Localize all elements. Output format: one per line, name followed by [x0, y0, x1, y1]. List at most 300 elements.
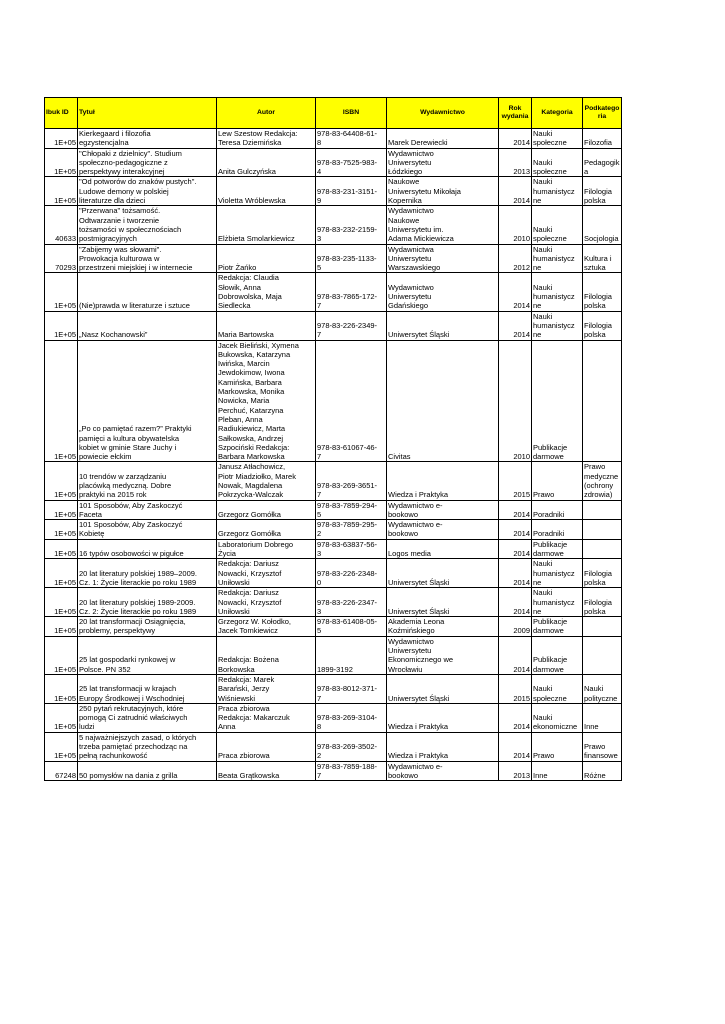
table-row — [45, 703, 622, 732]
cell-title-line: Odtwarzanie i tworzenie — [79, 215, 160, 225]
cell-category-line: Nauki — [533, 282, 553, 292]
cell-author — [217, 148, 316, 177]
cell-isbn-line: 978-83-231-3151- — [317, 186, 378, 196]
cell-subcategory-line: Filologia — [584, 320, 612, 330]
cell-title-line: "Od potworów do znaków pustych". — [79, 177, 197, 187]
cell-publisher-line: Gdańskiego — [388, 301, 429, 311]
table-header-row — [45, 98, 622, 129]
cell-category-line: społeczne — [533, 167, 567, 177]
column-header-category: Kategoria — [532, 98, 583, 129]
cell-publisher — [387, 520, 499, 540]
cell-category-line: Publikacje — [533, 617, 568, 627]
cell-publisher-line: Uniwersytet Śląski — [388, 606, 450, 616]
cell-isbn-line: 2 — [317, 529, 322, 539]
cell-year: 2010 — [499, 340, 532, 462]
cell-subcategory-line: Filologia — [584, 568, 612, 578]
cell-category — [532, 539, 583, 559]
cell-isbn — [316, 588, 387, 617]
cell-isbn — [316, 636, 387, 674]
cell-year: 2012 — [499, 244, 532, 273]
cell-category-line: Nauki — [533, 177, 553, 187]
table-body — [45, 129, 622, 781]
cell-category — [532, 703, 583, 732]
cell-publisher — [387, 732, 499, 761]
cell-title-line: 20 lat literatury polskiej 1989–2009. — [79, 568, 197, 578]
cell-isbn-line: 5 — [317, 626, 322, 636]
cell-publisher-line: Wydawnictwo e- — [388, 500, 443, 510]
cell-title-line: 50 pomysłów na dania z grilla — [79, 770, 178, 780]
cell-category — [532, 340, 583, 462]
cell-publisher-line: Warszawskiego — [388, 263, 441, 273]
cell-subcategory-line: polska — [584, 301, 606, 311]
cell-title-line: Kobietę — [79, 529, 105, 539]
cell-author-line: Redakcja: Bożena — [218, 655, 279, 665]
cell-category-line: społeczne — [533, 234, 567, 244]
cell-category — [532, 148, 583, 177]
table-row — [45, 129, 622, 149]
cell-isbn-line: 978-83-269-3502- — [317, 742, 378, 751]
table-row — [45, 559, 622, 588]
cell-author-line: Anna — [218, 722, 236, 732]
cell-subcategory-line: Inne — [584, 722, 599, 732]
cell-title — [78, 636, 217, 674]
cell-publisher-line: bookowo — [388, 770, 419, 780]
cell-title-line: „Po co pamiętać razem?” Praktyki — [79, 424, 192, 434]
cell-title-line: praktyki na 2015 rok — [79, 490, 147, 500]
cell-author-line: Iwińska, Marcin — [218, 359, 270, 369]
cell-title-line: Cz. 2: Życie literackie po roku 1989 — [79, 606, 197, 616]
cell-publisher — [387, 244, 499, 273]
cell-author-line: Kamińska, Barbara — [218, 377, 282, 387]
cell-isbn — [316, 129, 387, 149]
cell-isbn-line: 1899-3192 — [317, 664, 353, 674]
cell-isbn-line: 978-83-7865-172- — [317, 292, 378, 302]
cell-title-line: społeczno-pedagogiczne z — [79, 157, 168, 167]
cell-isbn-line: 7 — [317, 452, 322, 462]
cell-author-line: Wiśniewski — [218, 693, 256, 703]
cell-subcategory — [583, 636, 622, 674]
cell-title-line: przestrzeni miejskiej i w internecie — [79, 263, 193, 273]
cell-ibuk-id: 1E+05 — [45, 520, 78, 540]
cell-title-line: perspektywy interakcyjnej — [79, 167, 165, 177]
cell-ibuk-id: 40633 — [45, 206, 78, 244]
cell-title — [78, 148, 217, 177]
cell-subcategory-line: zdrowia) — [584, 490, 613, 500]
cell-ibuk-id: 1E+05 — [45, 273, 78, 311]
cell-author-line: Redakcja: Dariusz — [218, 559, 279, 569]
cell-category-line: Prawo — [533, 751, 555, 761]
cell-year: 2014 — [499, 500, 532, 520]
cell-author-line: Barański, Jerzy — [218, 684, 270, 694]
column-header-publisher: Wydawnictwo — [387, 98, 499, 129]
cell-subcategory — [583, 520, 622, 540]
cell-subcategory-line: polska — [584, 577, 606, 587]
cell-author-line: Szpociński Redakcja: — [218, 442, 290, 452]
cell-subcategory — [583, 617, 622, 637]
cell-subcategory-line: sztuka — [584, 263, 606, 273]
cell-publisher-line: Uniwersytet Śląski — [388, 577, 450, 587]
cell-publisher-line: bookowo — [388, 509, 419, 519]
column-header-subcategory: Podkategoria — [583, 98, 622, 129]
cell-category-line: Publikacje — [533, 655, 568, 665]
cell-title — [78, 539, 217, 559]
column-header-ibuk-id: Ibuk ID — [45, 98, 78, 129]
cell-author-line: Grzegorz Gomółka — [218, 509, 281, 519]
cell-year: 2013 — [499, 148, 532, 177]
table-row — [45, 636, 622, 674]
cell-publisher-line: Kopernika — [388, 196, 422, 206]
cell-ibuk-id: 1E+05 — [45, 588, 78, 617]
cell-author-line: Praca zbiorowa — [218, 703, 270, 713]
cell-author-line: Lew Szestow Redakcja: — [218, 129, 298, 138]
cell-ibuk-id: 67248 — [45, 761, 78, 781]
cell-author-line: Nowacki, Krzysztof — [218, 597, 282, 607]
cell-year: 2014 — [499, 311, 532, 340]
cell-publisher-line: Uniwersytetu Mikołaja — [388, 186, 461, 196]
cell-publisher-line: Uniwersytet Śląski — [388, 693, 450, 703]
cell-author-line: Piotr Miadziołko, Marek — [218, 471, 296, 481]
cell-publisher-line: Wydawnictwo — [388, 282, 434, 292]
cell-isbn — [316, 177, 387, 206]
cell-author — [217, 129, 316, 149]
cell-title — [78, 311, 217, 340]
cell-ibuk-id: 1E+05 — [45, 636, 78, 674]
cell-title-line: postmigracyjnych — [79, 234, 137, 244]
cell-category — [532, 636, 583, 674]
cell-publisher-line: Koźmińskiego — [388, 626, 435, 636]
cell-title-line: 16 typów osobowości w pigułce — [79, 549, 184, 559]
cell-subcategory — [583, 206, 622, 244]
cell-year: 2014 — [499, 520, 532, 540]
cell-isbn-line: 7 — [317, 490, 322, 500]
cell-publisher-line: Wiedza i Praktyka — [388, 490, 449, 500]
cell-category-line: darmowe — [533, 452, 564, 462]
cell-category-line: Nauki — [533, 559, 553, 569]
cell-ibuk-id: 1E+05 — [45, 539, 78, 559]
cell-author-line: Jacek Tomkiewicz — [218, 626, 278, 636]
cell-title-line: 101 Sposobów, Aby Zaskoczyć — [79, 520, 183, 530]
cell-category-line: humanistycz — [533, 253, 575, 263]
cell-category-line: Nauki — [533, 713, 553, 723]
table-row — [45, 520, 622, 540]
cell-title-line: "Przerwana" tożsamość. — [79, 206, 161, 216]
cell-category — [532, 462, 583, 500]
cell-isbn-line: 7 — [317, 770, 322, 780]
cell-publisher — [387, 462, 499, 500]
cell-publisher — [387, 177, 499, 206]
cell-subcategory — [583, 539, 622, 559]
cell-subcategory-line: (ochrony — [584, 480, 614, 490]
cell-subcategory-line: Socjologia — [584, 234, 619, 244]
table-row — [45, 539, 622, 559]
cell-author — [217, 206, 316, 244]
cell-category-line: Prawo — [533, 490, 555, 500]
cell-author-line: Sałkowska, Andrzej — [218, 433, 284, 443]
cell-title-line: tożsamości w społecznościach — [79, 224, 182, 234]
cell-category-line: Nauki — [533, 311, 553, 321]
cell-subcategory — [583, 559, 622, 588]
cell-category-line: humanistycz — [533, 320, 575, 330]
cell-author — [217, 177, 316, 206]
cell-isbn-line: 978-83-63837-56- — [317, 539, 378, 549]
cell-author-line: Markowska, Monika — [218, 387, 285, 397]
cell-title-line: Prowokacja kulturowa w — [79, 253, 160, 263]
cell-publisher-line: Wiedza i Praktyka — [388, 751, 449, 761]
cell-category-line: Nauki — [533, 129, 553, 138]
cell-subcategory — [583, 588, 622, 617]
cell-isbn — [316, 732, 387, 761]
cell-author-line: Laboratorium Dobrego — [218, 539, 294, 549]
cell-category-line: Nauki — [533, 244, 553, 254]
cell-publisher — [387, 273, 499, 311]
cell-publisher-line: Naukowe — [388, 215, 420, 225]
cell-title-line: pełną rachunkowość — [79, 751, 148, 761]
table-row — [45, 617, 622, 637]
cell-category-line: ne — [533, 577, 542, 587]
cell-publisher-line: Wiedza i Praktyka — [388, 722, 449, 732]
cell-publisher-line: Naukowe — [388, 177, 420, 187]
cell-title-line: Faceta — [79, 509, 102, 519]
cell-publisher-line: Uniwersytetu — [388, 292, 432, 302]
cell-author — [217, 500, 316, 520]
cell-publisher-line: Wydawnictwo — [388, 206, 434, 216]
cell-title-line: 25 lat transformacji w krajach — [79, 684, 177, 694]
cell-author-line: Uniłowski — [218, 606, 250, 616]
cell-publisher-line: Wydawnictwo e- — [388, 761, 443, 771]
cell-publisher — [387, 340, 499, 462]
cell-title-line: powiecie ełckim — [79, 452, 132, 462]
cell-publisher-line: Wydawnictwo — [388, 636, 434, 646]
cell-category-line: Poradniki — [533, 509, 565, 519]
cell-isbn-line: 3 — [317, 234, 322, 244]
cell-category-line: ne — [533, 330, 542, 340]
cell-subcategory — [583, 500, 622, 520]
cell-author-line: Uniłowski — [218, 577, 250, 587]
cell-isbn-line: 978-83-7859-188- — [317, 761, 378, 771]
cell-title-line: literaturze dla dzieci — [79, 196, 146, 206]
cell-author — [217, 732, 316, 761]
cell-title — [78, 273, 217, 311]
cell-title — [78, 761, 217, 781]
cell-category — [532, 588, 583, 617]
cell-subcategory — [583, 273, 622, 311]
cell-ibuk-id: 1E+05 — [45, 732, 78, 761]
cell-isbn-line: 978-83-64408-61- — [317, 129, 378, 138]
cell-year: 2014 — [499, 588, 532, 617]
cell-title-line: 250 pytań rekrutacyjnych, które — [79, 703, 184, 713]
cell-category-line: ne — [533, 606, 542, 616]
cell-isbn-line: 978-83-61067-46- — [317, 442, 378, 452]
cell-year: 2014 — [499, 177, 532, 206]
cell-author-line: Pleban, Anna — [218, 414, 263, 424]
cell-isbn-line: 7 — [317, 330, 322, 340]
column-header-year: Rok wydania — [499, 98, 532, 129]
table-row — [45, 244, 622, 273]
cell-isbn — [316, 761, 387, 781]
cell-title-line: 20 lat transformacji Osiągnięcia, — [79, 617, 186, 627]
cell-title-line: Europy Środkowej i Wschodniej — [79, 693, 185, 703]
cell-category-line: społeczne — [533, 693, 567, 703]
table-row — [45, 674, 622, 703]
cell-title — [78, 674, 217, 703]
cell-category-line: Nauki — [533, 684, 553, 694]
cell-isbn — [316, 273, 387, 311]
cell-subcategory-line: Różne — [584, 770, 606, 780]
cell-isbn — [316, 559, 387, 588]
cell-isbn-line: 978-83-232-2159- — [317, 224, 378, 234]
cell-category — [532, 311, 583, 340]
cell-author-line: Bukowska, Katarzyna — [218, 349, 291, 359]
cell-isbn — [316, 311, 387, 340]
cell-isbn-line: 3 — [317, 606, 322, 616]
cell-publisher-line: Wydawnictwo e- — [388, 520, 443, 530]
cell-author-line: Elżbieta Smolarkiewicz — [218, 234, 295, 244]
cell-author-line: Dobrowolska, Maja — [218, 292, 282, 302]
cell-category-line: Inne — [533, 770, 548, 780]
cell-category — [532, 732, 583, 761]
cell-author-line: Teresa Dziemińska — [218, 138, 282, 148]
cell-category-line: ne — [533, 263, 542, 273]
cell-publisher-line: Uniwersytetu — [388, 253, 432, 263]
cell-author — [217, 703, 316, 732]
cell-title-line: (Nie)prawda w literaturze i sztuce — [79, 301, 190, 311]
cell-isbn — [316, 148, 387, 177]
cell-publisher — [387, 148, 499, 177]
cell-isbn-line: 978-83-8012-371- — [317, 684, 378, 694]
cell-category — [532, 273, 583, 311]
cell-author — [217, 462, 316, 500]
cell-title-line: pamięci a kultura obywatelska — [79, 433, 180, 443]
cell-isbn — [316, 520, 387, 540]
cell-category — [532, 500, 583, 520]
cell-author — [217, 617, 316, 637]
cell-author — [217, 311, 316, 340]
cell-author-line: Redakcja: Dariusz — [218, 588, 279, 598]
cell-author-line: Beata Grątkowska — [218, 770, 280, 780]
cell-subcategory-line: Filologia — [584, 186, 612, 196]
table-row — [45, 732, 622, 761]
cell-subcategory-line: a — [584, 167, 589, 177]
cell-isbn-line: 978-83-269-3104- — [317, 713, 378, 723]
cell-author-line: Grzegorz W. Kołodko, — [218, 617, 291, 627]
cell-isbn — [316, 206, 387, 244]
cell-category-line: ne — [533, 301, 542, 311]
cell-subcategory — [583, 732, 622, 761]
cell-subcategory-line: Pedagogik — [584, 157, 620, 167]
cell-title — [78, 129, 217, 149]
books-table — [44, 97, 622, 781]
cell-isbn — [316, 539, 387, 559]
cell-title-line: Cz. 1: Życie literackie po roku 1989 — [79, 577, 197, 587]
cell-title-line: "Zabijemy was słowami". — [79, 244, 162, 254]
cell-category-line: humanistycz — [533, 568, 575, 578]
cell-isbn-line: 0 — [317, 577, 322, 587]
cell-isbn-line: 8 — [317, 138, 322, 148]
cell-publisher-line: Wydawnictwa — [388, 244, 434, 254]
cell-subcategory — [583, 462, 622, 500]
cell-subcategory-line: polska — [584, 196, 606, 206]
table-row — [45, 206, 622, 244]
cell-category-line: społeczne — [533, 138, 567, 148]
cell-year: 2010 — [499, 206, 532, 244]
cell-isbn-line: 2 — [317, 751, 322, 761]
cell-author — [217, 539, 316, 559]
table-row — [45, 588, 622, 617]
cell-isbn — [316, 703, 387, 732]
cell-title — [78, 462, 217, 500]
cell-ibuk-id: 1E+05 — [45, 177, 78, 206]
cell-title-line: 10 trendów w zarządzaniu — [79, 471, 167, 481]
cell-author-line: Perchuć, Katarzyna — [218, 405, 284, 415]
cell-author-line: Violetta Wróblewska — [218, 196, 286, 206]
table-row — [45, 273, 622, 311]
cell-ibuk-id: 1E+05 — [45, 559, 78, 588]
cell-publisher-line: Wrocławiu — [388, 664, 423, 674]
cell-year: 2014 — [499, 703, 532, 732]
cell-category-line: Publikacje — [533, 539, 568, 549]
cell-title — [78, 500, 217, 520]
cell-isbn-line: 7 — [317, 301, 322, 311]
cell-title — [78, 617, 217, 637]
cell-subcategory — [583, 674, 622, 703]
table-row — [45, 311, 622, 340]
cell-publisher — [387, 311, 499, 340]
cell-category — [532, 617, 583, 637]
cell-author — [217, 761, 316, 781]
cell-title-line: ludzi — [79, 722, 95, 732]
cell-ibuk-id: 1E+05 — [45, 311, 78, 340]
cell-isbn-line: 978-83-235-1133- — [317, 253, 377, 263]
cell-category — [532, 559, 583, 588]
cell-publisher-line: Adama Mickiewicza — [388, 234, 454, 244]
cell-category — [532, 177, 583, 206]
cell-ibuk-id: 1E+05 — [45, 674, 78, 703]
cell-title-line: trzeba pamiętać przechodząc na — [79, 742, 188, 751]
cell-title — [78, 340, 217, 462]
cell-title-line: 20 lat literatury polskiej 1989-2009. — [79, 597, 196, 607]
spreadsheet — [44, 97, 621, 781]
table-row — [45, 500, 622, 520]
cell-author-line: Redakcja: Marek — [218, 674, 275, 684]
cell-subcategory-line: polska — [584, 606, 606, 616]
cell-title-line: problemy, perspektywy — [79, 626, 156, 636]
cell-publisher-line: bookowo — [388, 529, 419, 539]
cell-title-line: "Chłopaki z dzielnicy". Studium — [79, 148, 182, 158]
cell-subcategory — [583, 129, 622, 149]
cell-year: 2014 — [499, 732, 532, 761]
cell-publisher — [387, 500, 499, 520]
cell-subcategory-line: polityczne — [584, 693, 618, 703]
cell-subcategory-line: Filologia — [584, 597, 612, 607]
cell-subcategory-line: medyczne — [584, 471, 619, 481]
cell-author — [217, 273, 316, 311]
cell-year: 2014 — [499, 636, 532, 674]
cell-author — [217, 340, 316, 462]
cell-title — [78, 559, 217, 588]
cell-publisher-line: Civitas — [388, 452, 411, 462]
cell-publisher — [387, 703, 499, 732]
cell-author-line: Redakcja: Makarczuk — [218, 713, 290, 723]
cell-ibuk-id: 1E+05 — [45, 617, 78, 637]
cell-author-line: Radiukiewicz, Marta — [218, 424, 286, 434]
cell-author-line: Grzegorz Gomółka — [218, 529, 281, 539]
cell-category — [532, 761, 583, 781]
cell-publisher-line: Uniwersytetu — [388, 646, 432, 656]
cell-title — [78, 703, 217, 732]
cell-publisher-line: Uniwersytet Śląski — [388, 330, 450, 340]
cell-isbn-line: 978-83-269-3651- — [317, 480, 378, 490]
cell-subcategory-line: Nauki — [584, 684, 604, 694]
